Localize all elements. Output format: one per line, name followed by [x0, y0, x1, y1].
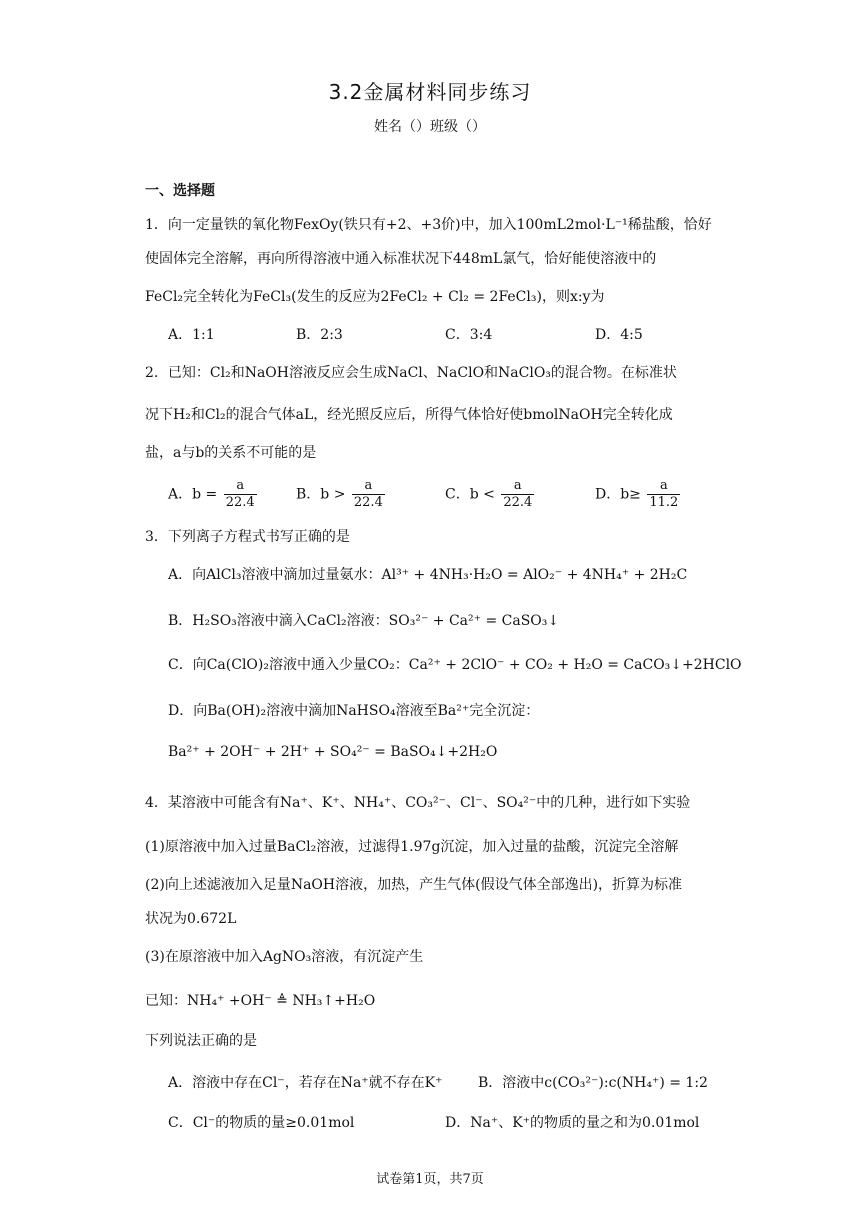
q4-experiment-2-cont: 状况为0.672L [145, 911, 237, 927]
q4-experiment-3: (3)在原溶液中加入AgNO₃溶液，有沉淀产生 [145, 949, 424, 965]
page-title: 3.2金属材料同步练习 [328, 80, 532, 104]
q3-option-d-equation: Ba²⁺ + 2OH⁻ + 2H⁺ + SO₄²⁻ = BaSO₄↓+2H₂O [168, 744, 498, 760]
q1-line2: 使固体完全溶解，再向所得溶液中通入标准状况下448mL氯气，恰好能使溶液中的 [145, 251, 657, 267]
page-footer: 试卷第1页，共7页 [376, 1172, 484, 1187]
q4-experiment-1: (1)原溶液中加入过量BaCl₂溶液，过滤得1.97g沉淀，加入过量的盐酸，沉淀完全溶解 [145, 839, 679, 855]
q3-option-a: A．向AlCl₃溶液中滴加过量氨水：Al³⁺ + 4NH₃·H₂O = AlO₂⁻ + 4NH₄⁺ + 2H₂C [168, 567, 688, 583]
q1-option-a: A．1:1 [168, 327, 215, 343]
q4-option-b: B．溶液中c(CO₃²⁻):c(NH₄⁺) = 1:2 [478, 1075, 708, 1091]
q2-option-d-fraction [647, 478, 680, 511]
q4-stem: 4．某溶液中可能含有Na⁺、K⁺、NH₄⁺、CO₃²⁻、Cl⁻、SO₄²⁻中的几种，进行如下实验 [145, 795, 691, 811]
q2-option-c [445, 478, 536, 511]
q4-known-reaction: 已知：NH₄⁺ +OH⁻ ≜ NH₃↑+H₂O [145, 993, 376, 1009]
q2-line1: 2．已知：Cl₂和NaOH溶液反应会生成NaCl、NaClO和NaClO₃的混合物。在标准状 [145, 365, 677, 381]
q2-option-a [168, 478, 259, 511]
q4-experiment-2: (2)向上述滤液加入足量NaOH溶液，加热，产生气体(假设气体全部逸出)，折算为标准 [145, 877, 683, 893]
q2-option-a-den: 22.4 [225, 495, 255, 510]
q2-option-d-den: 11.2 [649, 495, 679, 510]
q4-option-a: A．溶液中存在Cl⁻，若存在Na⁺就不存在K⁺ [168, 1075, 443, 1091]
q2-option-c-num: a [501, 478, 534, 495]
q2-option-b-num: a [352, 478, 385, 495]
section-title: 一、选择题 [145, 183, 215, 199]
q2-option-b [296, 478, 387, 511]
q1-line1: 1．向一定量铁的氧化物FexOy(铁只有+2、+3价)中，加入100mL2mol·L⁻¹稀盐酸，恰好 [145, 217, 712, 233]
q2-line2: 况下H₂和Cl₂的混合气体aL，经光照反应后，所得气体恰好使bmolNaOH完全转化成 [145, 407, 673, 423]
q2-option-a-num: a [224, 478, 257, 495]
q3-stem: 3．下列离子方程式书写正确的是 [145, 529, 350, 545]
q1-option-b: B．2:3 [296, 327, 343, 343]
q1-option-c: C．3:4 [445, 327, 493, 343]
q3-option-c: C．向Ca(ClO)₂溶液中通入少量CO₂：Ca²⁺ + 2ClO⁻ + CO₂ + H₂O = CaCO₃↓+2HClO [168, 657, 742, 673]
q4-option-c: C．Cl⁻的物质的量≥0.01mol [168, 1115, 355, 1131]
q4-option-d: D．Na⁺、K⁺的物质的量之和为0.01mol [445, 1115, 700, 1131]
q1-option-d: D．4:5 [595, 327, 643, 343]
q2-line3: 盐，a与b的关系不可能的是 [145, 445, 317, 461]
q2-option-b-fraction [352, 478, 385, 511]
q2-option-b-label: B．b > [296, 486, 346, 503]
q2-option-d-label: D．b≥ [595, 486, 641, 503]
q3-option-d: D．向Ba(OH)₂溶液中滴加NaHSO₄溶液至Ba²⁺完全沉淀： [168, 703, 540, 719]
q1-line3: FeCl₂完全转化为FeCl₃(发生的反应为2FeCl₂ + Cl₂ = 2FeCl₃)，则x:y为 [145, 289, 605, 305]
student-info: 姓名（）班级（） [374, 119, 486, 135]
q2-option-a-fraction [224, 478, 257, 511]
q2-option-b-den: 22.4 [353, 495, 383, 510]
q3-option-b: B．H₂SO₃溶液中滴入CaCl₂溶液：SO₃²⁻ + Ca²⁺ = CaSO₃↓ [168, 613, 560, 629]
q2-option-a-label: A．b = [168, 486, 218, 503]
q2-option-c-fraction [501, 478, 534, 511]
q2-option-d-num: a [647, 478, 680, 495]
q2-option-c-label: C．b < [445, 486, 495, 503]
q2-option-d [595, 478, 682, 511]
q4-ask: 下列说法正确的是 [145, 1033, 257, 1049]
q2-option-c-den: 22.4 [503, 495, 533, 510]
